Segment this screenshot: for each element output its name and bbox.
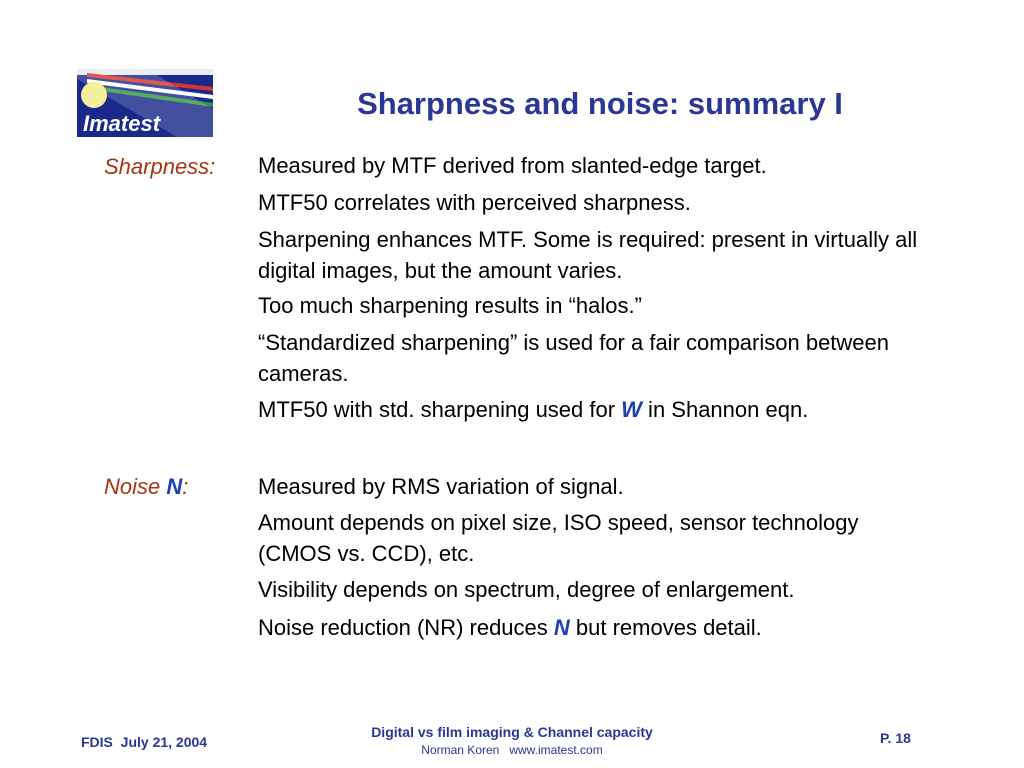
footer-date: FDIS July 21, 2004 [81, 734, 208, 750]
footer-title: Digital vs film imaging & Channel capacity [371, 724, 653, 740]
noise-item-2: Amount depends on pixel size, ISO speed, sensor technology (CMOS vs. CCD), etc. [258, 510, 859, 566]
imatest-logo [77, 69, 213, 137]
noise-item-1: Measured by RMS variation of signal. [258, 474, 624, 499]
sharpness-item-5: “Standardized sharpening” is used for a fair comparison between cameras. [258, 330, 890, 386]
sharpness-label: Sharpness: [104, 154, 216, 179]
logo-text: Imatest [83, 111, 161, 136]
sharpness-item-4: Too much sharpening results in “halos.” [258, 293, 642, 318]
sharpness-item-2: MTF50 correlates with perceived sharpness. [258, 190, 691, 215]
sharpness-item-6-text: MTF50 with std. sharpening used for [258, 397, 622, 422]
w-symbol: W [621, 397, 642, 422]
noise-item-4-text: Noise reduction (NR) reduces [258, 615, 554, 640]
footer-author: Norman Koren www.imatest.com [421, 743, 603, 757]
page-number: P. 18 [880, 730, 911, 746]
noise-label-colon: : [182, 474, 189, 499]
noise-label [104, 474, 188, 500]
page-title: Sharpness and noise: summary I [357, 86, 843, 121]
sharpness-item-6 [258, 394, 918, 425]
noise-item-4 [258, 612, 918, 643]
footer-center [300, 723, 724, 758]
n-symbol: N [553, 615, 570, 640]
sharpness-item-3: Sharpening enhances MTF. Some is required: present in virtually all digital images, but the amount varies. [258, 227, 918, 283]
noise-label-symbol: N [166, 474, 183, 499]
noise-label-text: Noise [104, 474, 167, 499]
sharpness-item-6-text-end: in Shannon eqn. [641, 397, 809, 422]
noise-item-3: Visibility depends on spectrum, degree of enlargement. [258, 577, 795, 602]
noise-item-4-text-end: but removes detail. [569, 615, 762, 640]
sharpness-item-1: Measured by MTF derived from slanted-edge target. [258, 153, 767, 178]
